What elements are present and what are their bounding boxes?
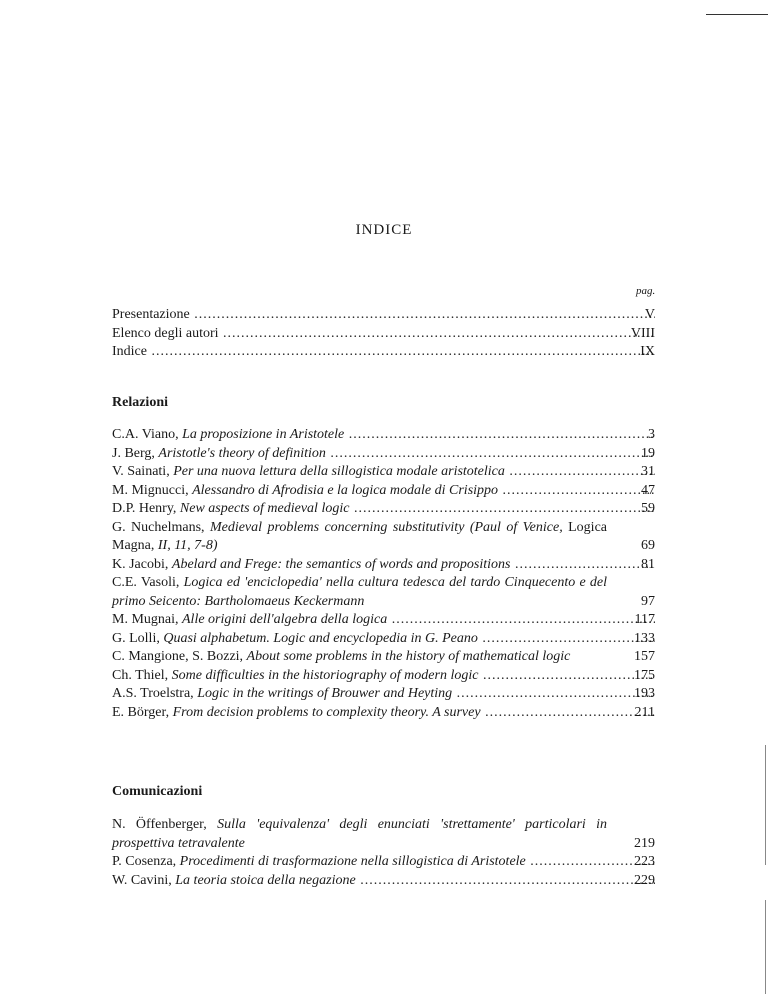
entry-author: G. Lolli, (112, 630, 160, 646)
entry-title: Aristotle's theory of definition (158, 445, 326, 461)
toc-entry-page: 19 (641, 445, 655, 461)
toc-entry-page: 81 (641, 556, 655, 572)
entry-author: C. Mangione, S. Bozzi, (112, 649, 244, 664)
entry-title: New aspects of medieval logic (179, 501, 350, 516)
toc-entry[interactable] (112, 306, 655, 325)
section-heading-comunicazioni: Comunicazioni (112, 784, 203, 799)
toc-entry-page: 133 (634, 630, 655, 646)
corner-rule (706, 14, 768, 15)
toc-entry-page: V (644, 307, 655, 322)
toc-entry-page: 229 (634, 872, 655, 888)
toc-entry[interactable] (112, 630, 655, 649)
entry-author: J. Berg, (112, 445, 155, 461)
comunicazioni-list (112, 816, 655, 890)
entry-author: Ch. Thiel, (112, 667, 169, 683)
toc-entry-page: IX (640, 344, 655, 359)
toc-entry[interactable] (112, 519, 655, 556)
section-heading-relazioni: Relazioni (112, 395, 168, 410)
toc-entry[interactable] (112, 648, 655, 667)
entry-title-roman: Logica Magna, (112, 519, 607, 553)
entry-title: Logic in the writings of Brouwer and Heyting (197, 686, 453, 701)
entry-author: C.A. Viano, (112, 427, 179, 442)
entry-title: From decision problems to complexity theory. A survey (172, 704, 481, 720)
entry-title: Sulla 'equivalenza' degli enunciati 'strettamente' particolari in prospettiva tetravalente (112, 817, 608, 851)
entry-title: Quasi alphabetum. Logic and encyclopedia in G. Peano (163, 630, 478, 646)
entry-title: Medieval problems concerning substitutivity (Paul of Venice, (209, 519, 563, 535)
toc-entry[interactable] (112, 574, 655, 611)
entry-title-extra: II, 11, 7-8) (157, 538, 218, 553)
toc-entry[interactable] (112, 704, 655, 723)
toc-entry[interactable] (112, 667, 655, 686)
edge-mark (765, 745, 766, 865)
entry-author: M. Mugnai, (112, 612, 179, 627)
entry-title: Procedimenti di trasformazione nella sillogistica di Aristotele (179, 854, 526, 869)
entry-author: D.P. Henry, (112, 501, 177, 516)
edge-mark (765, 900, 766, 994)
entry-title: La proposizione in Aristotele (182, 427, 345, 442)
entry-author: M. Mignucci, (112, 482, 189, 498)
entry-title: Per una nuova lettura della sillogistica modale aristotelica (173, 464, 505, 479)
toc-entry[interactable] (112, 872, 655, 891)
toc-entry[interactable] (112, 500, 655, 519)
page-title: INDICE (355, 222, 413, 238)
entry-title: Logica ed 'enciclopedia' nella cultura tedesca del tardo Cinquecento e del primo Seicento: Bartholomaeus Keckermann (112, 575, 608, 609)
entry-author: C.E. Vasoli, (112, 575, 180, 590)
entry-title: La teoria stoica della negazione (175, 872, 356, 888)
entry-author: P. Cosenza, (112, 854, 177, 869)
toc-entry-page: 69 (641, 538, 655, 553)
toc-entry-page: 97 (641, 593, 655, 609)
entry-author: E. Börger, (112, 704, 170, 720)
toc-entry-page: 117 (634, 612, 655, 627)
toc-entry[interactable] (112, 445, 655, 464)
toc-entry[interactable] (112, 685, 655, 704)
toc-entry[interactable] (112, 426, 655, 445)
entry-author: K. Jacobi, (112, 556, 169, 572)
toc-entry[interactable] (112, 463, 655, 482)
toc-entry[interactable] (112, 853, 655, 872)
toc-entry-page: 31 (641, 464, 655, 479)
toc-entry-page: 3 (648, 427, 655, 442)
entry-author: V. Sainati, (112, 464, 170, 479)
entry-title: About some problems in the history of mathematical logic (246, 649, 571, 664)
toc-entry-page: 193 (634, 686, 655, 701)
entry-title: Alle origini dell'algebra della logica (182, 612, 388, 627)
page-column-label: pag. (636, 285, 656, 297)
entry-title: Abelard and Frege: the semantics of words and propositions (171, 556, 511, 572)
toc-entry[interactable] (112, 611, 655, 630)
toc-entry[interactable] (112, 816, 655, 853)
toc-entry-page: 157 (634, 649, 655, 664)
toc-entry-page: 59 (641, 501, 655, 516)
toc-entry[interactable] (112, 325, 655, 344)
toc-entry-page: 47 (641, 482, 655, 498)
entry-title: Some difficulties in the historiography of modern logic (171, 667, 479, 683)
toc-entry-title: Presentazione ..... (112, 306, 655, 325)
toc-entry-page: VIII (630, 325, 655, 341)
toc-entry[interactable] (112, 482, 655, 501)
toc-entry[interactable] (112, 343, 655, 362)
entry-author: G. Nuchelmans, (112, 519, 205, 535)
entry-title: Alessandro di Afrodisia e la logica modale di Crisippo (192, 482, 499, 498)
toc-entry-title: Indice ..... (112, 343, 655, 362)
toc-entry[interactable] (112, 556, 655, 575)
toc-entry-page: 175 (634, 667, 655, 683)
front-matter-list (112, 306, 655, 362)
toc-entry-title: Elenco degli autori ..... (112, 325, 655, 344)
toc-entry-page: 211 (634, 704, 655, 720)
toc-entry-page: 223 (634, 854, 655, 869)
entry-author: A.S. Troelstra, (112, 686, 194, 701)
toc-entry-page: 219 (634, 835, 655, 851)
entry-author: W. Cavini, (112, 872, 172, 888)
entry-author: N. Öffenberger, (112, 817, 207, 832)
relazioni-list (112, 426, 655, 722)
